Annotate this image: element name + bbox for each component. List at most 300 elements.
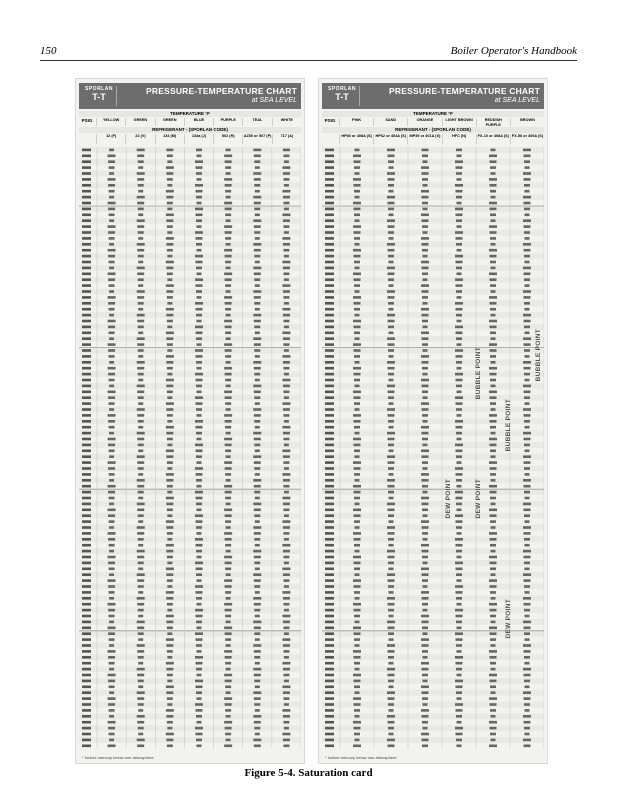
- cell-glyphs: [421, 520, 429, 523]
- right-color-4: REDDISH PURPLE: [476, 118, 510, 126]
- cell-glyphs: [138, 450, 143, 453]
- cell-glyphs: [354, 662, 360, 665]
- cell-glyphs: [422, 314, 429, 317]
- cell-glyphs: [353, 745, 361, 748]
- cell-glyphs: [225, 349, 232, 352]
- cell-glyphs: [82, 308, 91, 311]
- cell-glyphs: [137, 526, 145, 529]
- cell-glyphs: [166, 243, 173, 246]
- cell-glyphs: [82, 243, 91, 246]
- cell-glyphs: [422, 509, 428, 512]
- cell-glyphs: [524, 745, 531, 748]
- cell-glyphs: [490, 632, 497, 635]
- left-color-row: [96, 118, 301, 126]
- cell-glyphs: [283, 361, 290, 364]
- cell-glyphs: [355, 644, 360, 647]
- cell-glyphs: [325, 196, 334, 199]
- cell-glyphs: [283, 532, 289, 535]
- cell-glyphs: [388, 491, 394, 494]
- cell-glyphs: [225, 326, 232, 329]
- cell-glyphs: [255, 308, 260, 311]
- cell-glyphs: [253, 408, 261, 411]
- cell-glyphs: [224, 721, 232, 724]
- cell-glyphs: [354, 379, 360, 382]
- cell-glyphs: [490, 514, 497, 517]
- cell-glyphs: [196, 237, 203, 240]
- cell-glyphs: [325, 526, 334, 529]
- cell-glyphs: [388, 225, 395, 228]
- cell-glyphs: [82, 149, 91, 152]
- cell-glyphs: [254, 225, 261, 228]
- cell-glyphs: [325, 237, 334, 240]
- cell-glyphs: [197, 296, 202, 299]
- cell-glyphs: [388, 556, 395, 559]
- cell-glyphs: [355, 455, 360, 458]
- cell-glyphs: [354, 214, 360, 217]
- cell-glyphs: [225, 396, 232, 399]
- cell-glyphs: [196, 196, 202, 199]
- cell-glyphs: [197, 509, 202, 512]
- header-rule: [40, 60, 577, 61]
- cell-glyphs: [490, 255, 497, 258]
- cell-glyphs: [196, 550, 202, 553]
- cell-glyphs: [109, 479, 114, 482]
- cell-glyphs: [490, 326, 497, 329]
- cell-glyphs: [82, 739, 91, 742]
- cell-glyphs: [108, 627, 116, 630]
- cell-glyphs: [108, 296, 116, 299]
- cell-glyphs: [422, 290, 429, 293]
- cell-glyphs: [489, 414, 497, 417]
- cell-glyphs: [353, 391, 361, 394]
- cell-glyphs: [225, 355, 231, 358]
- cell-glyphs: [254, 367, 261, 370]
- cell-glyphs: [490, 349, 497, 352]
- cell-glyphs: [524, 391, 531, 394]
- cell-glyphs: [455, 609, 463, 612]
- cell-glyphs: [137, 314, 145, 317]
- left-chart-card: [75, 78, 305, 764]
- cell-glyphs: [253, 219, 261, 222]
- cell-glyphs: [422, 249, 428, 252]
- cell-glyphs: [388, 231, 394, 234]
- cell-glyphs: [82, 314, 91, 317]
- cell-glyphs: [524, 656, 530, 659]
- cell-glyphs: [225, 686, 231, 689]
- cell-glyphs: [166, 314, 173, 317]
- cell-glyphs: [254, 349, 260, 352]
- cell-glyphs: [167, 343, 173, 346]
- cell-glyphs: [353, 697, 361, 700]
- cell-glyphs: [196, 149, 202, 152]
- cell-glyphs: [254, 632, 260, 635]
- cell-glyphs: [389, 426, 394, 429]
- cell-glyphs: [325, 556, 334, 559]
- cell-glyphs: [137, 408, 145, 411]
- cell-glyphs: [82, 686, 91, 689]
- cell-glyphs: [491, 621, 496, 624]
- cell-glyphs: [524, 727, 530, 730]
- cell-glyphs: [489, 296, 497, 299]
- cell-glyphs: [196, 715, 202, 718]
- cell-glyphs: [284, 231, 289, 234]
- cell-glyphs: [325, 402, 334, 405]
- cell-glyphs: [284, 609, 289, 612]
- cell-glyphs: [138, 538, 144, 541]
- cell-glyphs: [108, 491, 115, 494]
- cell-glyphs: [166, 520, 174, 523]
- cell-glyphs: [325, 219, 334, 222]
- cell-glyphs: [196, 739, 202, 742]
- cell-glyphs: [354, 326, 361, 329]
- cell-glyphs: [82, 609, 91, 612]
- cell-glyphs: [388, 562, 394, 565]
- cell-glyphs: [283, 461, 289, 464]
- cell-glyphs: [283, 438, 289, 441]
- cell-glyphs: [138, 255, 144, 258]
- cell-glyphs: [457, 721, 462, 724]
- cell-glyphs: [138, 166, 143, 169]
- cell-glyphs: [489, 367, 497, 370]
- cell-glyphs: [456, 568, 463, 571]
- cell-glyphs: [524, 609, 530, 612]
- cell-glyphs: [167, 391, 173, 394]
- cell-glyphs: [282, 450, 290, 453]
- left-color-5: TEAL: [242, 118, 271, 126]
- cell-glyphs: [226, 290, 231, 293]
- cell-glyphs: [225, 160, 232, 163]
- cell-glyphs: [225, 656, 232, 659]
- cell-glyphs: [422, 414, 428, 417]
- cell-glyphs: [109, 715, 114, 718]
- cell-glyphs: [387, 455, 395, 458]
- cell-glyphs: [109, 638, 115, 641]
- cell-glyphs: [254, 538, 260, 541]
- cell-glyphs: [225, 662, 231, 665]
- cell-glyphs: [255, 709, 260, 712]
- cell-glyphs: [254, 391, 261, 394]
- cell-glyphs: [423, 302, 428, 305]
- cell-glyphs: [325, 320, 334, 323]
- cell-glyphs: [195, 727, 203, 730]
- cell-glyphs: [354, 278, 361, 281]
- cell-glyphs: [82, 355, 91, 358]
- cell-glyphs: [457, 509, 462, 512]
- cell-glyphs: [422, 391, 428, 394]
- cell-glyphs: [255, 261, 260, 264]
- cell-glyphs: [325, 267, 334, 270]
- cell-glyphs: [166, 550, 173, 553]
- cell-glyphs: [387, 432, 395, 435]
- cell-glyphs: [422, 503, 429, 506]
- cell-glyphs: [353, 485, 361, 488]
- cell-glyphs: [524, 697, 531, 700]
- cell-glyphs: [388, 302, 394, 305]
- cell-glyphs: [254, 674, 261, 677]
- cell-glyphs: [108, 208, 115, 211]
- cell-glyphs: [254, 255, 260, 258]
- cell-glyphs: [282, 214, 290, 217]
- cell-glyphs: [490, 473, 496, 476]
- cell-glyphs: [195, 396, 203, 399]
- cell-glyphs: [457, 414, 462, 417]
- cell-glyphs: [325, 520, 334, 523]
- cell-glyphs: [138, 402, 143, 405]
- cell-glyphs: [108, 603, 116, 606]
- cell-glyphs: [491, 314, 496, 317]
- cell-glyphs: [166, 267, 173, 270]
- cell-glyphs: [355, 503, 360, 506]
- cell-glyphs: [422, 479, 429, 482]
- cell-glyphs: [197, 579, 202, 582]
- cell-glyphs: [388, 373, 394, 376]
- cell-glyphs: [284, 585, 289, 588]
- cell-glyphs: [455, 491, 463, 494]
- cell-glyphs: [226, 219, 231, 222]
- cell-glyphs: [354, 520, 360, 523]
- cell-glyphs: [137, 650, 144, 653]
- cell-glyphs: [108, 444, 115, 447]
- right-code-4: FX-10 or 408A (S): [476, 134, 510, 144]
- cell-glyphs: [355, 385, 360, 388]
- cell-glyphs: [167, 514, 172, 517]
- cell-glyphs: [325, 243, 334, 246]
- cell-glyphs: [196, 214, 203, 217]
- cell-glyphs: [422, 721, 428, 724]
- cell-glyphs: [422, 556, 428, 559]
- cell-glyphs: [455, 514, 463, 517]
- left-color-0: YELLOW: [96, 118, 125, 126]
- cell-glyphs: [282, 284, 290, 287]
- cell-glyphs: [224, 296, 232, 299]
- cell-glyphs: [389, 544, 394, 547]
- cell-glyphs: [167, 491, 172, 494]
- cell-glyphs: [524, 202, 531, 205]
- left-color-1: GREEN: [125, 118, 154, 126]
- cell-glyphs: [254, 326, 260, 329]
- cell-glyphs: [389, 497, 394, 500]
- cell-glyphs: [109, 243, 114, 246]
- cell-glyphs: [282, 591, 290, 594]
- cell-glyphs: [389, 662, 394, 665]
- cell-glyphs: [197, 485, 202, 488]
- cell-glyphs: [137, 155, 144, 158]
- bubble-point-label: BUBBLE POINT: [505, 399, 512, 452]
- cell-glyphs: [388, 444, 394, 447]
- cell-glyphs: [388, 367, 395, 370]
- cell-glyphs: [226, 337, 231, 340]
- cell-glyphs: [325, 509, 334, 512]
- cell-glyphs: [524, 343, 531, 346]
- cell-glyphs: [525, 379, 530, 382]
- cell-glyphs: [138, 733, 143, 736]
- cell-glyphs: [109, 668, 114, 671]
- cell-glyphs: [325, 739, 334, 742]
- cell-glyphs: [108, 467, 115, 470]
- cell-glyphs: [109, 615, 115, 618]
- cell-glyphs: [325, 379, 334, 382]
- cell-glyphs: [423, 160, 428, 163]
- cell-glyphs: [354, 208, 361, 211]
- cell-glyphs: [422, 644, 429, 647]
- cell-glyphs: [525, 190, 530, 193]
- right-chart-card: [318, 78, 548, 764]
- cell-glyphs: [325, 697, 334, 700]
- cell-glyphs: [423, 703, 428, 706]
- cell-glyphs: [525, 473, 530, 476]
- cell-glyphs: [353, 343, 361, 346]
- cell-glyphs: [388, 627, 395, 630]
- cell-glyphs: [255, 638, 260, 641]
- cell-glyphs: [109, 196, 114, 199]
- cell-glyphs: [489, 674, 497, 677]
- cell-glyphs: [108, 721, 116, 724]
- cell-glyphs: [82, 621, 91, 624]
- cell-glyphs: [325, 597, 334, 600]
- cell-glyphs: [166, 149, 173, 152]
- cell-glyphs: [456, 550, 462, 553]
- cell-glyphs: [166, 426, 174, 429]
- cell-glyphs: [196, 284, 203, 287]
- cell-glyphs: [82, 703, 91, 706]
- cell-glyphs: [283, 573, 290, 576]
- cell-glyphs: [166, 479, 173, 482]
- cell-glyphs: [354, 255, 361, 258]
- cell-glyphs: [138, 467, 144, 470]
- cell-glyphs: [423, 326, 428, 329]
- cell-glyphs: [523, 149, 531, 152]
- cell-glyphs: [82, 172, 91, 175]
- cell-glyphs: [108, 302, 115, 305]
- cell-glyphs: [525, 662, 530, 665]
- cell-glyphs: [196, 361, 202, 364]
- cell-glyphs: [455, 302, 463, 305]
- cell-glyphs: [166, 591, 174, 594]
- cell-glyphs: [283, 155, 289, 158]
- cell-glyphs: [166, 284, 174, 287]
- cell-glyphs: [138, 662, 143, 665]
- cell-glyphs: [325, 603, 334, 606]
- cell-glyphs: [421, 402, 429, 405]
- cell-glyphs: [325, 178, 334, 181]
- cell-glyphs: [389, 332, 394, 335]
- right-color-0: PINK: [339, 118, 373, 126]
- cell-glyphs: [82, 249, 91, 252]
- cell-glyphs: [226, 408, 231, 411]
- cell-glyphs: [354, 686, 360, 689]
- cell-glyphs: [166, 402, 174, 405]
- cell-glyphs: [325, 550, 334, 553]
- cell-glyphs: [137, 550, 145, 553]
- cell-glyphs: [137, 455, 145, 458]
- cell-glyphs: [388, 255, 394, 258]
- cell-glyphs: [282, 355, 290, 358]
- cell-glyphs: [284, 656, 289, 659]
- cell-glyphs: [353, 320, 361, 323]
- cell-glyphs: [254, 178, 261, 181]
- cell-glyphs: [325, 668, 334, 671]
- cell-glyphs: [455, 444, 463, 447]
- cell-glyphs: [456, 166, 463, 169]
- cell-glyphs: [284, 160, 289, 163]
- cell-glyphs: [423, 255, 428, 258]
- cell-glyphs: [523, 361, 531, 364]
- cell-glyphs: [255, 237, 260, 240]
- cell-glyphs: [108, 231, 115, 234]
- cell-glyphs: [108, 609, 115, 612]
- cell-glyphs: [82, 231, 91, 234]
- cell-glyphs: [254, 444, 260, 447]
- cell-glyphs: [283, 320, 289, 323]
- cell-glyphs: [355, 149, 360, 152]
- cell-glyphs: [225, 680, 232, 683]
- cell-glyphs: [387, 196, 395, 199]
- cell-glyphs: [353, 367, 361, 370]
- cell-glyphs: [491, 267, 496, 270]
- cell-glyphs: [456, 644, 462, 647]
- cell-glyphs: [137, 367, 144, 370]
- cell-glyphs: [196, 621, 202, 624]
- cell-glyphs: [138, 591, 143, 594]
- cell-glyphs: [325, 461, 334, 464]
- cell-glyphs: [108, 656, 115, 659]
- cell-glyphs: [82, 562, 91, 565]
- cell-glyphs: [82, 214, 91, 217]
- cell-glyphs: [109, 450, 115, 453]
- cell-glyphs: [166, 739, 173, 742]
- cell-glyphs: [225, 255, 232, 258]
- cell-glyphs: [283, 691, 290, 694]
- cell-glyphs: [422, 627, 428, 630]
- cell-glyphs: [137, 721, 144, 724]
- left-code-1: 22 (V): [125, 134, 154, 144]
- cell-glyphs: [255, 473, 260, 476]
- cell-glyphs: [137, 414, 144, 417]
- cell-glyphs: [109, 267, 114, 270]
- cell-glyphs: [421, 261, 429, 264]
- cell-glyphs: [283, 408, 290, 411]
- cell-glyphs: [108, 556, 116, 559]
- cell-glyphs: [325, 290, 334, 293]
- cell-glyphs: [524, 585, 530, 588]
- cell-glyphs: [196, 520, 203, 523]
- cell-glyphs: [525, 638, 530, 641]
- cell-glyphs: [167, 231, 172, 234]
- cell-glyphs: [255, 166, 260, 169]
- cell-glyphs: [82, 337, 91, 340]
- cell-glyphs: [325, 367, 334, 370]
- cell-glyphs: [491, 715, 496, 718]
- cell-glyphs: [457, 225, 462, 228]
- cell-glyphs: [388, 532, 395, 535]
- cell-glyphs: [283, 296, 289, 299]
- cell-glyphs: [137, 249, 144, 252]
- cell-glyphs: [283, 225, 289, 228]
- cell-glyphs: [226, 621, 231, 624]
- cell-glyphs: [388, 208, 394, 211]
- cell-glyphs: [108, 326, 115, 329]
- cell-glyphs: [388, 438, 395, 441]
- cell-glyphs: [282, 379, 290, 382]
- cell-glyphs: [389, 355, 394, 358]
- cell-glyphs: [524, 603, 531, 606]
- cell-glyphs: [354, 632, 361, 635]
- left-data-grid: [79, 147, 301, 749]
- cell-glyphs: [325, 202, 334, 205]
- cell-glyphs: [137, 627, 144, 630]
- cell-glyphs: [423, 231, 428, 234]
- cell-glyphs: [423, 609, 428, 612]
